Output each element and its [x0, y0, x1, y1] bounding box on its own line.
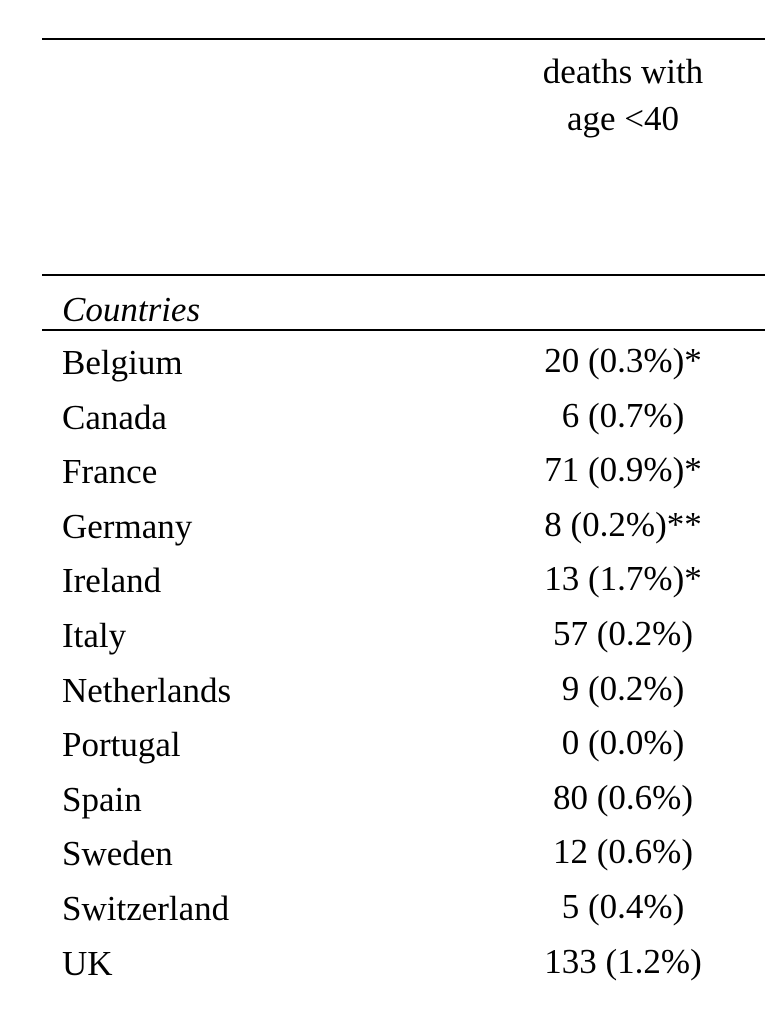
country-cell: Germany: [62, 506, 193, 546]
value-cell: 9 (0.2%): [561, 668, 685, 708]
country-cell: Spain: [62, 779, 142, 819]
value-cell: 12 (0.6%): [553, 832, 693, 872]
value-cell: 57 (0.2%): [553, 613, 693, 653]
value-cell: 71 (0.9%)*: [544, 450, 702, 490]
value-cell: 20 (0.3%)*: [544, 341, 702, 380]
country-cell: Portugal: [62, 725, 181, 765]
table-body: [0, 337, 765, 992]
table-row: [0, 665, 765, 720]
table-row: [0, 719, 765, 774]
country-cell: UK: [62, 943, 113, 983]
table-row: [0, 828, 765, 883]
country-cell: France: [62, 452, 158, 492]
table-row: [0, 555, 765, 610]
table-row: [0, 337, 765, 392]
country-cell: Ireland: [62, 561, 162, 601]
top-rule: [42, 38, 765, 40]
country-cell: Italy: [62, 615, 127, 655]
value-cell: 133 (1.2%): [544, 941, 702, 981]
table-row: [0, 883, 765, 938]
column-header: [478, 48, 765, 142]
value-cell: 80 (0.6%): [553, 777, 693, 817]
country-cell: Belgium: [62, 343, 183, 382]
table-row: [0, 392, 765, 447]
value-cell: 0 (0.0%): [561, 723, 685, 763]
table-row: [0, 610, 765, 665]
country-cell: Switzerland: [62, 888, 230, 928]
value-cell: 8 (0.2%)**: [544, 504, 702, 544]
value-cell: 13 (1.7%)*: [544, 559, 702, 599]
table-row: [0, 938, 765, 993]
section-label: Countries: [62, 290, 201, 329]
table-row: [0, 501, 765, 556]
value-cell: 6 (0.7%): [561, 395, 685, 435]
column-header-line-2: age <40: [566, 99, 680, 138]
section-rule: [42, 329, 765, 331]
header-bottom-rule: [42, 274, 765, 276]
country-cell: Sweden: [62, 834, 173, 874]
country-cell: Canada: [62, 397, 167, 437]
column-header-line-1: deaths with: [542, 52, 704, 91]
table-row: [0, 774, 765, 829]
country-cell: Netherlands: [62, 670, 232, 710]
table-row: [0, 446, 765, 501]
value-cell: 5 (0.4%): [561, 886, 685, 926]
